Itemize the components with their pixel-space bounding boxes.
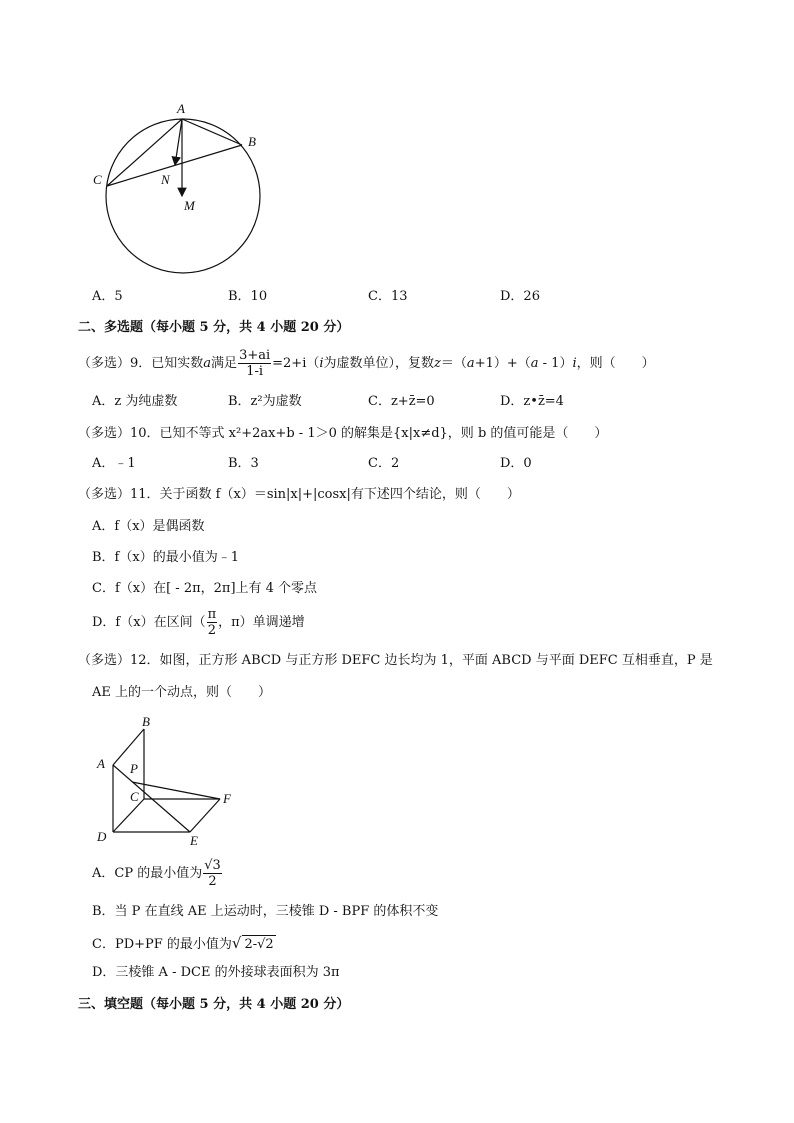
q12-option-c[interactable] [92, 934, 276, 954]
q11-d-fraction [207, 607, 218, 638]
q8-option-b[interactable]: B．10 [228, 289, 268, 304]
q10-option-a[interactable]: A．﹣1 [92, 456, 136, 471]
circle-diagram [86, 98, 276, 278]
q12-option-b[interactable]: B．当 P 在直线 AE 上运动时，三棱锥 D - BPF 的体积不变 [92, 904, 439, 919]
q8-option-d[interactable]: D．26 [500, 289, 540, 304]
q11-d-suffix: ，π）单调递增 [218, 615, 305, 630]
q12-option-a[interactable] [92, 856, 223, 892]
q12-a-fraction [203, 858, 222, 889]
q8-option-a[interactable]: A．5 [92, 289, 123, 304]
q12-stem-line1: （多选）12．如图，正方形 ABCD 与正方形 DEFC 边长均为 1，平面 ABCD 与平面 DEFC 互相垂直，P 是 [78, 653, 713, 668]
label-c: C [93, 172, 102, 187]
q11-d-frac-den: 2 [207, 623, 216, 638]
q9-var-i2: i [572, 356, 577, 371]
q9-mid2: =2+i（ [272, 356, 320, 371]
q9-mid4: ＝（ [440, 356, 467, 371]
q8-option-c[interactable]: C．13 [368, 289, 408, 304]
q11-option-b[interactable]: B．f（x）的最小值为﹣1 [92, 550, 239, 565]
q9-var-a: a [203, 356, 212, 371]
q12-c-radicand: 2-√2 [244, 937, 274, 952]
q9-option-d[interactable]: D．z•z̄=4 [500, 394, 564, 409]
label-b: B [248, 134, 256, 149]
q9-prefix: （多选）9．已知实数 [78, 356, 204, 371]
q12-a-frac-den: 2 [208, 874, 217, 889]
q9-fraction [238, 348, 271, 379]
sqrt-sign-icon: √ [231, 934, 242, 952]
section-2-heading: 二、多选题（每小题 5 分，共 4 小题 20 分） [78, 320, 350, 335]
q11-option-d[interactable] [92, 606, 305, 640]
q9-option-a[interactable]: A．z 为纯虚数 [92, 394, 178, 409]
q9-mid5: +1）+（ [474, 356, 531, 371]
q9-option-c[interactable]: C．z+z̄=0 [368, 394, 435, 409]
q11-d-frac-num: π [207, 607, 217, 622]
label-d: D [97, 829, 107, 844]
edge-ab [113, 729, 144, 765]
q9-frac-num: 3+ai [239, 348, 271, 363]
segment-ab [182, 119, 242, 145]
label-a: A [177, 101, 185, 116]
q12-a-frac-num: √3 [204, 858, 221, 873]
label-m: M [184, 198, 195, 213]
q9-frac-den: 1-i [246, 364, 264, 379]
label-a: A [97, 756, 105, 771]
vector-an [175, 119, 182, 165]
q11-option-c[interactable]: C．f（x）在[ - 2π，2π]上有 4 个零点 [92, 581, 318, 596]
q12-option-d[interactable]: D．三棱锥 A - DCE 的外接球表面积为 3π [92, 965, 340, 980]
segment-pf [132, 782, 220, 799]
q11-stem: （多选）11．关于函数 f（x）＝sin|x|+|cosx|有下述四个结论，则（ ） [78, 487, 520, 502]
section-3-heading: 三、填空题（每小题 5 分，共 4 小题 20 分） [78, 997, 350, 1012]
label-e: E [190, 833, 198, 847]
q9-stem [78, 347, 655, 381]
q12-stem-line2: AE 上的一个动点，则（ ） [92, 685, 272, 700]
q9-mid1: 满足 [211, 356, 238, 371]
q9-var-z: z [434, 356, 441, 371]
q9-var-a2: a [466, 356, 475, 371]
label-c: C [130, 789, 139, 804]
q12-c-prefix: C．PD+PF 的最小值为 [92, 937, 232, 952]
q9-var-a3: a [530, 356, 539, 371]
label-f: F [223, 791, 231, 806]
square-planes-diagram [92, 712, 242, 847]
q10-option-d[interactable]: D．0 [500, 456, 532, 471]
q9-mid3: 为虚数单位），复数 [323, 356, 435, 371]
q10-option-b[interactable]: B．3 [228, 456, 259, 471]
q9-option-b[interactable]: B．z²为虚数 [228, 394, 302, 409]
q12-a-prefix: A．CP 的最小值为 [92, 866, 203, 881]
circle-outline [106, 119, 260, 273]
q9-tail: ，则（ ） [576, 356, 655, 371]
q10-stem: （多选）10．已知不等式 x²+2ax+b - 1＞0 的解集是{x|x≠d}，则 b 的值可能是（ ） [78, 426, 608, 441]
q11-d-prefix: D．f（x）在区间（ [92, 615, 206, 630]
edge-fe [190, 799, 220, 832]
label-p: P [130, 761, 138, 776]
segment-cb [107, 145, 242, 186]
q9-var-i: i [319, 356, 324, 371]
q10-option-c[interactable]: C．2 [368, 456, 400, 471]
edge-dc [113, 799, 144, 832]
q9-mid6: - 1） [538, 356, 573, 371]
label-b: B [142, 714, 150, 729]
label-n: N [161, 172, 170, 187]
q11-option-a[interactable]: A．f（x）是偶函数 [92, 519, 205, 534]
